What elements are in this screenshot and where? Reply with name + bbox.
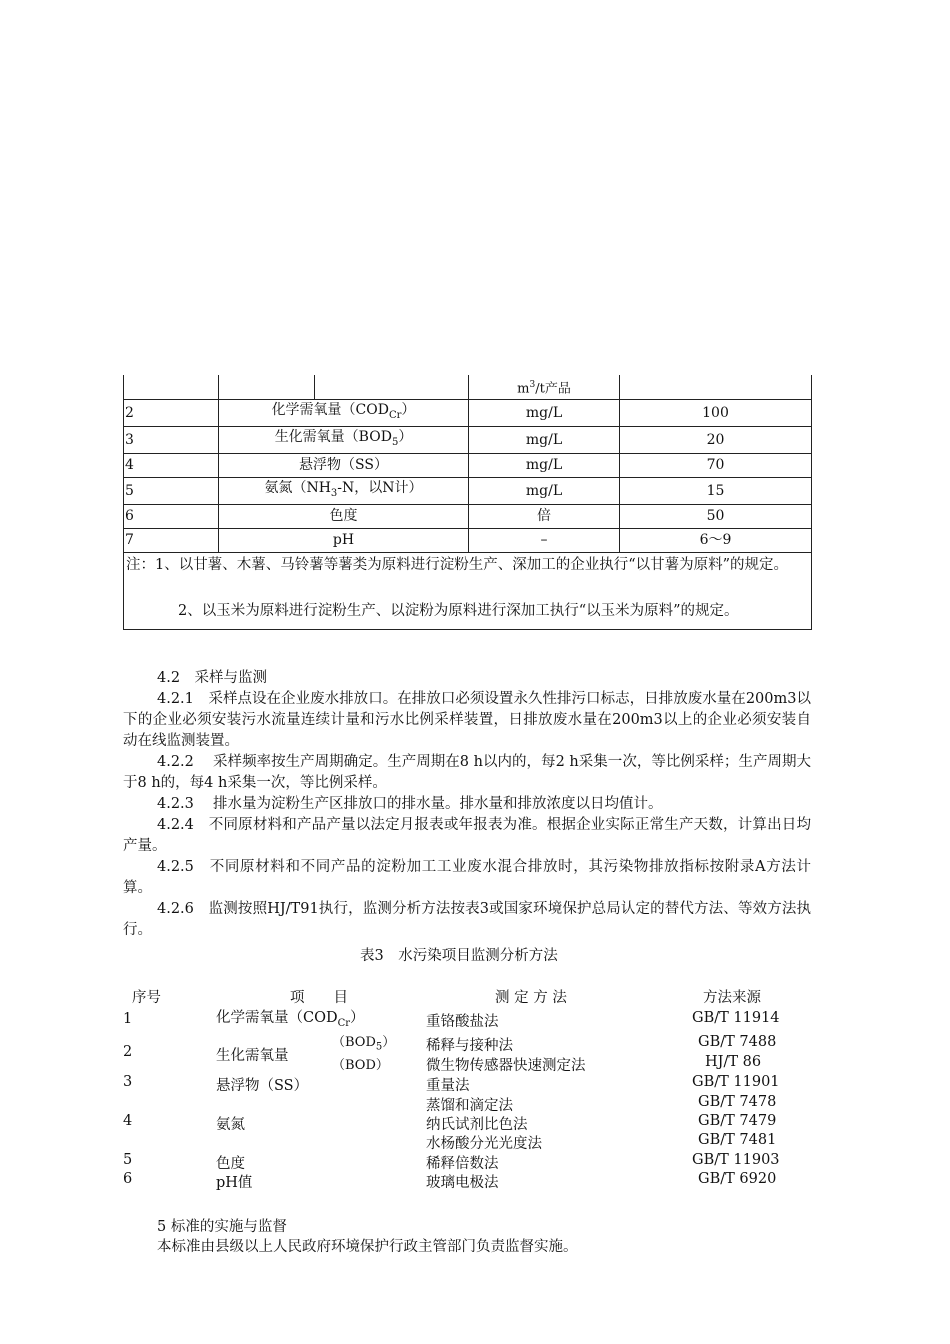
- table-row: [124, 504, 812, 528]
- method-text: 重铬酸盐法: [426, 1014, 499, 1030]
- unit-cell: mg/L: [469, 477, 620, 504]
- bod-text: （BOD: [332, 1035, 376, 1050]
- method-text: 稀释与接种法: [426, 1038, 513, 1054]
- item-sub: Cr: [388, 410, 402, 422]
- source-text: GB/T 7479: [698, 1113, 777, 1129]
- item-sub: Cr: [337, 1017, 351, 1029]
- bod5-label: [332, 1031, 395, 1053]
- unit-cell: mg/L: [469, 427, 620, 454]
- limit-cell: 50: [620, 504, 812, 528]
- row-number: 4: [124, 453, 219, 477]
- item-text: 化学需氧量（COD: [216, 1010, 338, 1026]
- method-text: 稀释倍数法: [426, 1156, 499, 1172]
- limit-cell: 15: [620, 477, 812, 504]
- source-text: GB/T 11901: [692, 1074, 780, 1090]
- source-text: GB/T 7488: [698, 1034, 777, 1050]
- method-text: 玻璃电极法: [426, 1175, 499, 1191]
- limit-cell: 6～9: [620, 528, 812, 552]
- item-text: ）: [350, 1010, 365, 1026]
- paragraph: 4.2.1 采样点设在企业废水排放口。在排放口必须设置永久性排污口标志，日排放废水量在200m3以下的企业必须安装污水流量连续计量和污水比例采样装置，日排放废水量在200m3以上的企业必须安装自动在线监测装置。: [123, 691, 811, 749]
- source-text: HJ/T 86: [705, 1054, 762, 1070]
- item-label: [216, 1006, 365, 1029]
- item-sub: 3: [330, 487, 338, 499]
- unit-text: /t产品: [535, 381, 571, 397]
- section-heading: 5 标准的实施与监督: [157, 1219, 287, 1235]
- item-cell: pH: [219, 528, 469, 552]
- unit-text: m: [517, 381, 530, 397]
- table-note-row: [124, 552, 812, 629]
- source-text: GB/T 7481: [698, 1132, 777, 1148]
- source-text: GB/T 6920: [698, 1171, 777, 1187]
- limit-cell: 70: [620, 453, 812, 477]
- row-number: 7: [124, 528, 219, 552]
- item-cell: [219, 453, 469, 477]
- item-cell: [219, 427, 469, 454]
- section-4-2: [123, 668, 811, 941]
- table-caption: 表3 水污染项目监测分析方法: [360, 948, 558, 964]
- item-label: 生化需氧量: [216, 1048, 289, 1064]
- unit-cell: –: [469, 528, 620, 552]
- bod-text: ）: [382, 1035, 396, 1050]
- item-cell: [219, 477, 469, 504]
- header-method: 测 定 方 法: [495, 990, 567, 1006]
- item-cell: 色度: [219, 504, 469, 528]
- method-text: 重量法: [426, 1078, 470, 1094]
- bod-sub: 5: [375, 1041, 383, 1053]
- header-item: 项 目: [290, 990, 348, 1006]
- item-text: 氨氮（NH: [264, 479, 331, 496]
- bod-label: （BOD）: [332, 1058, 389, 1073]
- table-row: [124, 477, 812, 504]
- note-2: 2、以玉米为原料进行淀粉生产、以淀粉为原料进行深加工执行“以玉米为原料”的规定。: [178, 602, 739, 619]
- unit-cell: 倍: [469, 504, 620, 528]
- row-number: 2: [124, 400, 219, 427]
- table-row: [124, 427, 812, 454]
- row-number: 3: [123, 1074, 133, 1090]
- row-number: 4: [123, 1113, 133, 1129]
- unit-cell: mg/L: [469, 400, 620, 427]
- emission-limit-table: [123, 375, 812, 630]
- row-number: 5: [124, 477, 219, 504]
- item-label: 色度: [216, 1156, 245, 1172]
- unit-cell: mg/L: [469, 453, 620, 477]
- limit-cell: 100: [620, 400, 812, 427]
- item-sub: 5: [391, 436, 399, 448]
- item-text: 生化需氧量（BOD: [274, 429, 392, 446]
- paragraph: 4.2.2 采样频率按生产周期确定。生产周期在8 h以内的，每2 h采集一次，等比例采样；生产周期大于8 h的，每4 h采集一次，等比例采样。: [123, 754, 811, 791]
- header-no: 序号: [132, 990, 161, 1006]
- row-number: 6: [124, 504, 219, 528]
- row-number: 6: [123, 1171, 133, 1187]
- table-row: [124, 400, 812, 427]
- item-label: pH值: [216, 1175, 253, 1191]
- table-note: [124, 552, 812, 629]
- item-label: 氨氮: [216, 1117, 245, 1133]
- limit-cell: 20: [620, 427, 812, 454]
- item-text: 悬浮物（SS）: [299, 457, 388, 474]
- unit-cell: [469, 375, 620, 400]
- table-row: [124, 453, 812, 477]
- table-cell: [219, 375, 469, 400]
- row-number: 2: [123, 1044, 133, 1060]
- method-text: 蒸馏和滴定法: [426, 1098, 513, 1114]
- table-cell: [124, 375, 219, 400]
- header-source: 方法来源: [703, 990, 761, 1006]
- item-text: -N，以N计）: [337, 479, 423, 496]
- unit-sup: 3: [529, 380, 536, 390]
- row-number: 5: [123, 1152, 133, 1168]
- source-text: GB/T 7478: [698, 1094, 777, 1110]
- table-row: [124, 375, 812, 400]
- method-text: 纳氏试剂比色法: [426, 1117, 528, 1133]
- source-text: GB/T 11914: [692, 1010, 780, 1026]
- item-text: 化学需氧量（COD: [271, 402, 389, 419]
- row-number: 3: [124, 427, 219, 454]
- table-cell: [620, 375, 812, 400]
- paragraph: 4.2.4 不同原材料和产品产量以法定月报表或年报表为准。根据企业实际正常生产天数，计算出日均产量。: [123, 817, 811, 854]
- paragraph: 4.2.6 监测按照HJ/T91执行，监测分析方法按表3或国家环境保护总局认定的替代方法、等效方法执行。: [123, 901, 811, 938]
- note-1: 注：1、以甘薯、木薯、马铃薯等薯类为原料进行淀粉生产、深加工的企业执行“以甘薯为原料”的规定。: [126, 556, 789, 573]
- item-label: 悬浮物（SS）: [216, 1078, 309, 1094]
- item-text: ）: [401, 402, 416, 419]
- method-text: 水杨酸分光光度法: [426, 1136, 542, 1152]
- section-text: 本标准由县级以上人民政府环境保护行政主管部门负责监督实施。: [157, 1239, 578, 1255]
- source-text: GB/T 11903: [692, 1152, 780, 1168]
- paragraph: 4.2.3 排水量为淀粉生产区排放口的排水量。排水量和排放浓度以日均值计。: [157, 796, 663, 812]
- method-text: 微生物传感器快速测定法: [426, 1058, 586, 1074]
- item-text: ）: [398, 429, 413, 446]
- row-number: 1: [123, 1011, 133, 1027]
- section-heading: 4.2 采样与监测: [157, 670, 268, 686]
- item-cell: [219, 400, 469, 427]
- table-row: [124, 528, 812, 552]
- paragraph: 4.2.5 不同原材料和不同产品的淀粉加工工业废水混合排放时，其污染物排放指标按附录A方法计算。: [123, 859, 811, 896]
